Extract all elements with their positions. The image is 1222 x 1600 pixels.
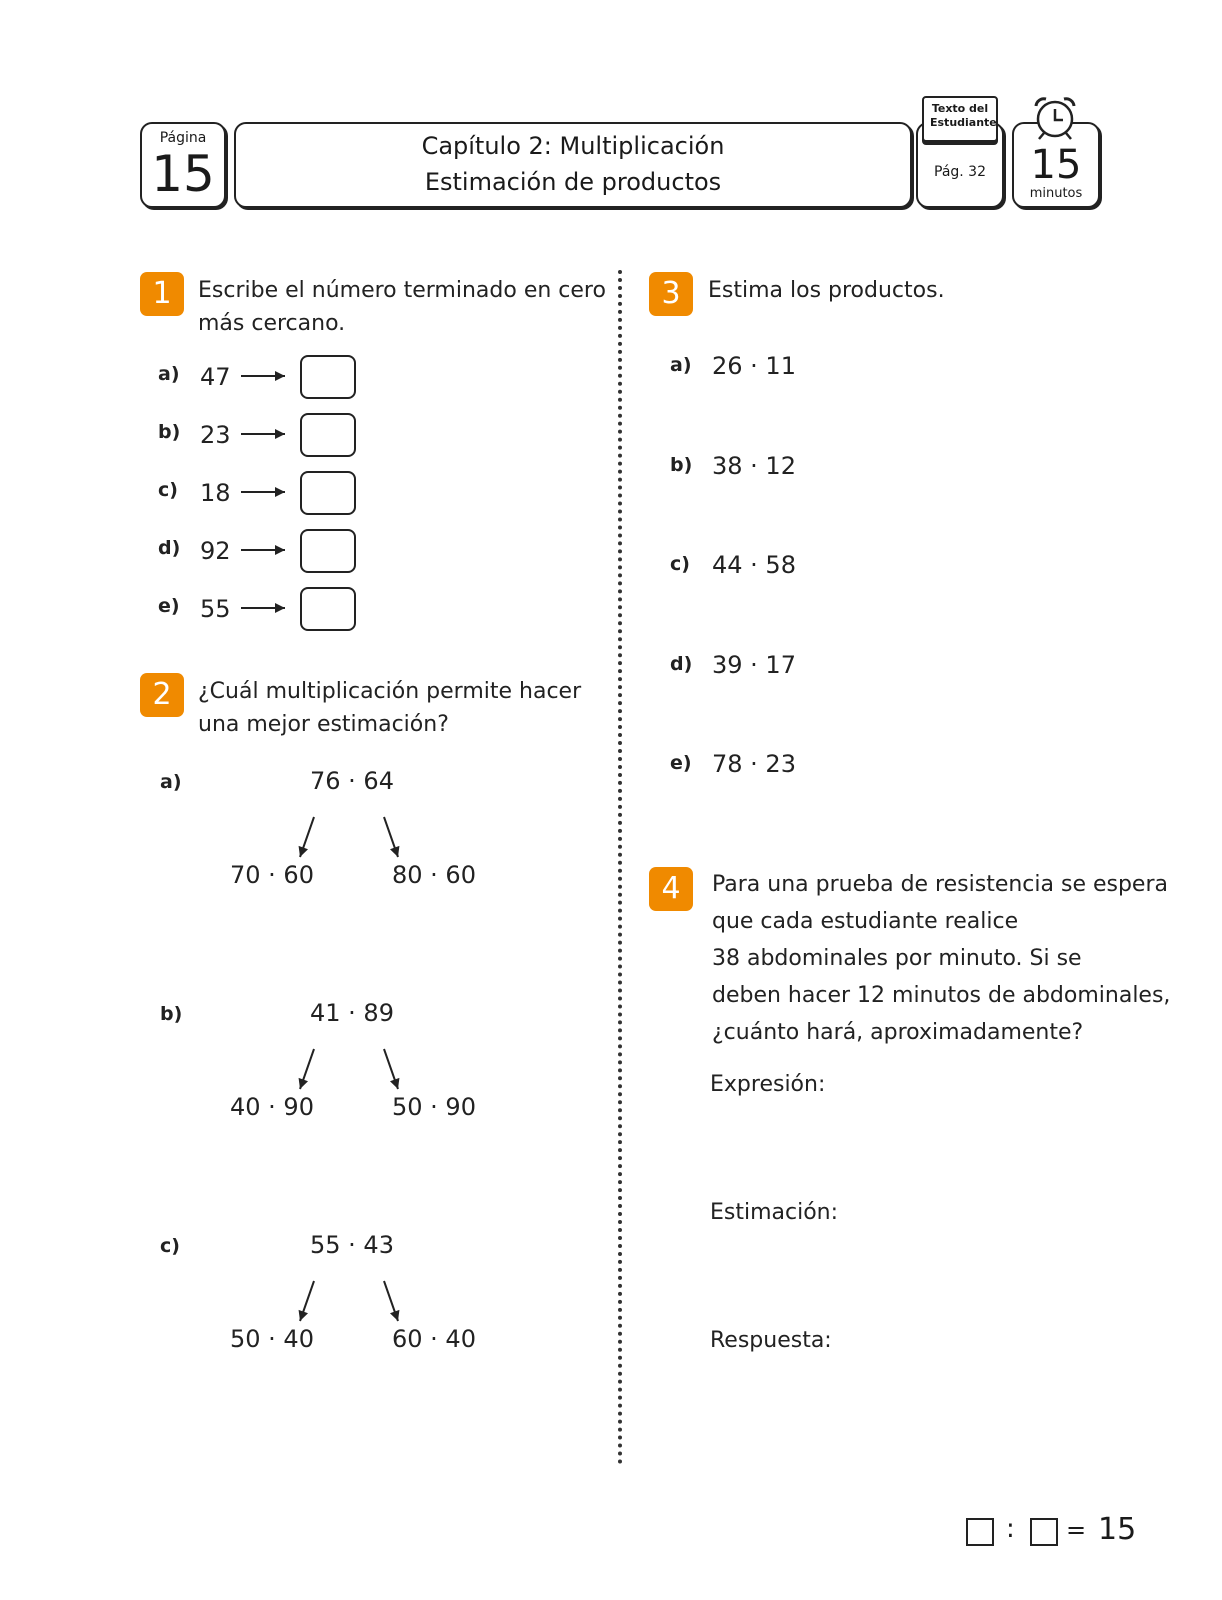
question-4-text-line: que cada estudiante realice — [712, 909, 1019, 934]
textbook-page: Pág. 32 — [934, 164, 986, 180]
question-3-text: Estima los productos. — [708, 278, 945, 303]
arrow-right-icon — [240, 543, 286, 557]
textbook-badge-label: Texto del Estudiante — [930, 102, 997, 129]
item-label: a) — [158, 363, 180, 385]
item-label: b) — [158, 421, 181, 443]
item-value: 18 — [200, 479, 231, 507]
question-4-badge: 4 — [649, 867, 693, 911]
page-number: 15 — [151, 145, 215, 203]
arrow-down-left-icon — [296, 1279, 320, 1323]
answer-box[interactable] — [300, 355, 356, 399]
alarm-clock-icon — [1030, 94, 1080, 140]
chapter-title-box — [234, 122, 912, 208]
arrow-down-right-icon — [380, 1047, 404, 1091]
product-expression: 38 · 12 — [712, 451, 796, 480]
item-label: e) — [670, 752, 692, 774]
chapter-title: Capítulo 2: Multiplicación — [421, 132, 725, 160]
arrow-right-icon — [240, 369, 286, 383]
score-box-correct[interactable] — [966, 1518, 994, 1546]
item-label: c) — [160, 1235, 180, 1257]
option-right[interactable]: 50 · 90 — [392, 1093, 476, 1121]
score-equals: = — [1066, 1516, 1087, 1544]
page-number-box — [140, 122, 226, 208]
item-value: 92 — [200, 537, 231, 565]
score-total: 15 — [1098, 1512, 1137, 1547]
product-top: 41 · 89 — [310, 999, 394, 1027]
question-2-badge: 2 — [140, 673, 184, 717]
option-left[interactable]: 40 · 90 — [230, 1093, 314, 1121]
item-label: a) — [670, 354, 692, 376]
item-value: 23 — [200, 421, 231, 449]
question-1-badge: 1 — [140, 272, 184, 316]
item-label: b) — [160, 1003, 183, 1025]
item-label: e) — [158, 595, 180, 617]
question-4-text-line: 38 abdominales por minuto. Si se — [712, 946, 1082, 971]
option-left[interactable]: 70 · 60 — [230, 861, 314, 889]
question-2-text-line2: una mejor estimación? — [198, 712, 449, 737]
item-label: b) — [670, 453, 693, 476]
question-2-text-line1: ¿Cuál multiplicación permite hacer — [198, 679, 582, 704]
answer-box[interactable] — [300, 529, 356, 573]
product-expression: 44 · 58 — [712, 551, 796, 579]
item-label: c) — [158, 479, 178, 501]
arrow-right-icon — [240, 485, 286, 499]
arrow-down-left-icon — [296, 815, 320, 859]
answer-box[interactable] — [300, 587, 356, 631]
product-expression: 78 · 23 — [712, 750, 796, 778]
question-4-text-line: Para una prueba de resistencia se espera — [712, 872, 1168, 897]
column-divider — [618, 270, 622, 1465]
score-box-total[interactable] — [1030, 1518, 1058, 1546]
item-label: d) — [670, 652, 693, 675]
arrow-right-icon — [240, 601, 286, 615]
question-4-text-line: ¿cuánto hará, aproximadamente? — [712, 1020, 1084, 1045]
item-label: a) — [160, 771, 182, 793]
arrow-right-icon — [240, 427, 286, 441]
item-value: 55 — [200, 595, 231, 623]
question-1-text-line2: más cercano. — [198, 311, 346, 336]
estimation-label: Estimación: — [710, 1200, 839, 1225]
product-top: 76 · 64 — [310, 767, 394, 795]
answer-box[interactable] — [300, 413, 356, 457]
topic-title: Estimación de productos — [424, 168, 722, 196]
page-label: Página — [159, 130, 207, 146]
textbook-icon — [922, 96, 998, 142]
arrow-down-right-icon — [380, 1279, 404, 1323]
score-colon: : — [1006, 1514, 1015, 1544]
item-label: d) — [158, 537, 181, 559]
product-expression: 26 · 11 — [712, 352, 796, 380]
question-1-text-line1: Escribe el número terminado en cero — [198, 278, 606, 303]
answer-label: Respuesta: — [710, 1328, 832, 1353]
arrow-down-left-icon — [296, 1047, 320, 1091]
time-value: 15 — [1030, 142, 1082, 188]
option-left[interactable]: 50 · 40 — [230, 1325, 314, 1353]
item-label: c) — [670, 553, 690, 575]
item-value: 47 — [200, 363, 231, 391]
question-4-text-line: deben hacer 12 minutos de abdominales, — [712, 983, 1171, 1008]
option-right[interactable]: 60 · 40 — [392, 1325, 476, 1353]
expression-label: Expresión: — [710, 1072, 826, 1097]
question-3-badge: 3 — [649, 272, 693, 316]
arrow-down-right-icon — [380, 815, 404, 859]
answer-box[interactable] — [300, 471, 356, 515]
product-expression: 39 · 17 — [712, 650, 796, 679]
option-right[interactable]: 80 · 60 — [392, 861, 476, 889]
time-unit: minutos — [1029, 186, 1083, 201]
product-top: 55 · 43 — [310, 1231, 394, 1259]
